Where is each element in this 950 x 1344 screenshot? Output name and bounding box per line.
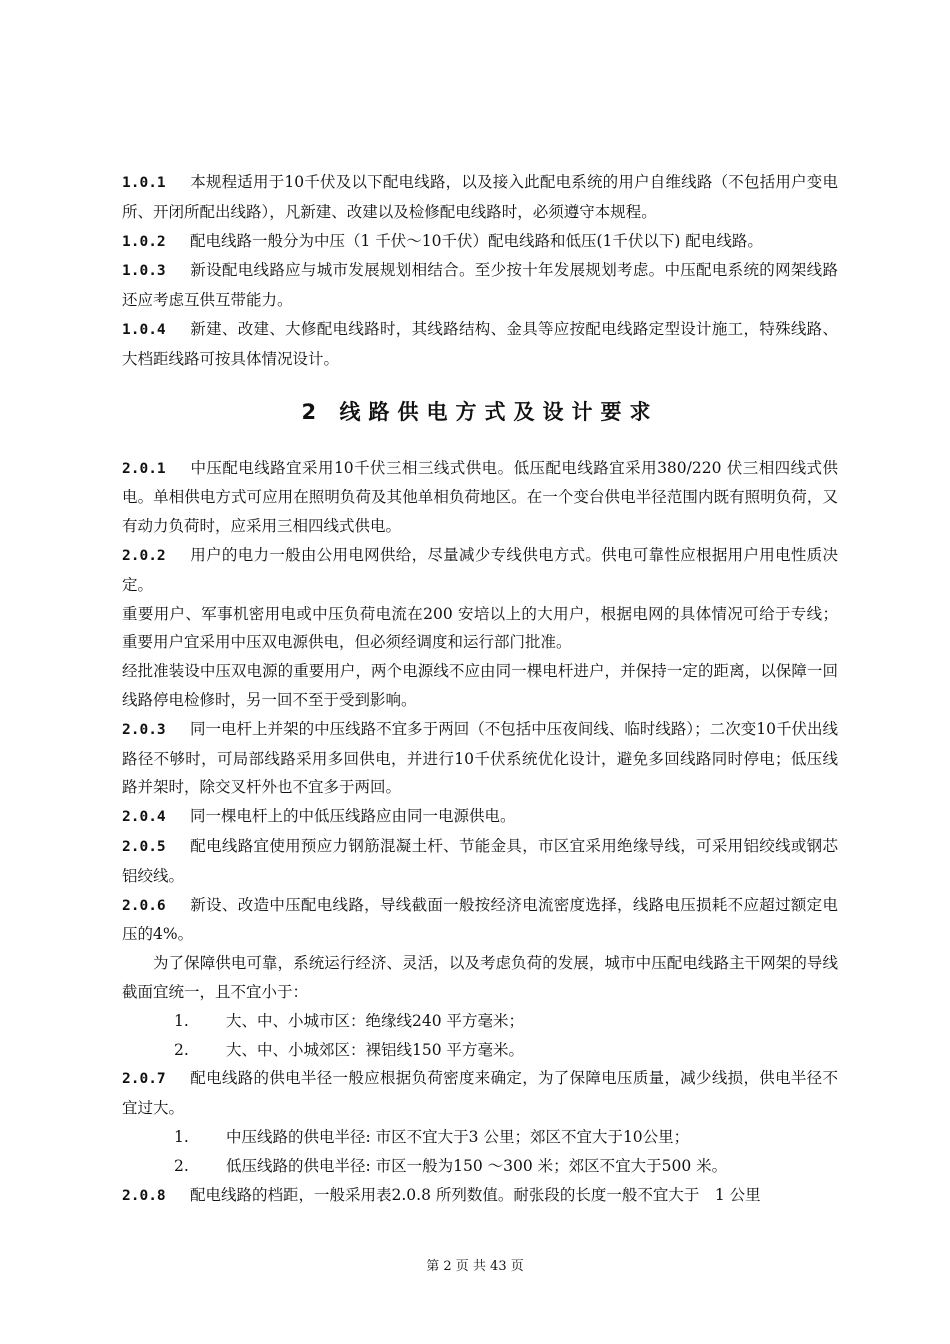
page-footer: 第 2 页 共 43 页 — [426, 1259, 524, 1274]
list-number: 1. — [174, 1127, 189, 1146]
list-text: 大、中、小城市区：绝缘线240 平方毫米； — [226, 1011, 525, 1030]
clause-1-0-3 — [122, 256, 838, 315]
clause-text: 配电线路的供电半径一般应根据负荷密度来确定，为了保障电压质量，减少线损，供电半径不宜过大。 — [122, 1069, 838, 1118]
clause-2-0-8 — [122, 1181, 838, 1211]
list-text: 低压线路的供电半径: 市区一般为150 ～300 米；郊区不宜大于500 米。 — [226, 1156, 728, 1175]
clause-text: 中压配电线路宜采用10千伏三相三线式供电。低压配电线路宜采用380/220 伏三相四线式供电。单相供电方式可应用在照明负荷及其他单相负荷地区。在一个变台供电半径范围内既有照明负荷，又有动力负荷时，应采用三相四线式供电。 — [122, 458, 838, 536]
list-number: 2. — [174, 1040, 189, 1059]
clause-number: 2.0.5 — [122, 838, 166, 855]
clause-2-0-1 — [122, 454, 838, 541]
clause-2-0-2-paragraph-3: 经批准装设中压双电源的重要用户，两个电源线不应由同一棵电杆进户，并保持一定的距离，以保障一回线路停电检修时，另一回不至于受到影响。 — [122, 662, 838, 709]
clause-number: 1.0.2 — [122, 233, 166, 250]
clause-1-0-2 — [122, 227, 838, 257]
clause-number: 2.0.7 — [122, 1071, 166, 1088]
clause-2-0-4 — [122, 802, 838, 832]
clause-2-0-6 — [122, 891, 838, 950]
clause-text: 本规程适用于10千伏及以下配电线路，以及接入此配电系统的用户自维线路（不包括用户变电所、开闭所配出线路），凡新建、改建以及检修配电线路时，必须遵守本规程。 — [122, 173, 838, 221]
clause-2-0-5 — [122, 832, 838, 891]
clause-2-0-6-paragraph-2: 为了保障供电可靠，系统运行经济、灵活，以及考虑负荷的发展，城市中压配电线路主干网架的导线截面宜统一，且不宜小于： — [122, 954, 838, 1001]
clause-2-0-2 — [122, 541, 838, 600]
list-number: 2. — [174, 1156, 189, 1175]
clause-text: 同一电杆上并架的中压线路不宜多于两回（不包括中压夜间线、临时线路）；二次变10千伏出线路径不够时，可局部线路采用多回供电，并进行10千伏系统优化设计，避免多回线路同时停电；低压线路并架时，除交叉杆外也不宜多于两回。 — [122, 719, 838, 797]
section-heading: 2 线路供电方式及设计要求 — [301, 399, 659, 424]
clause-text: 新建、改建、大修配电线路时，其线路结构、金具等应按配电线路定型设计施工，特殊线路、大档距线路可按具体情况设计。 — [122, 319, 838, 368]
clause-1-0-1 — [122, 168, 838, 227]
clause-text: 配电线路宜使用预应力钢筋混凝土杆、节能金具，市区宜采用绝缘导线，可采用铝绞线或钢芯铝绞线。 — [122, 836, 838, 885]
clause-2-0-7 — [122, 1064, 838, 1123]
page-content — [122, 168, 838, 1210]
clause-number: 2.0.3 — [122, 721, 166, 738]
clause-number: 2.0.4 — [122, 809, 166, 826]
clause-2-0-2-paragraph-2: 重要用户、军事机密用电或中压负荷电流在200 安培以上的大用户，根据电网的具体情况可给于专线；重要用户宜采用中压双电源供电，但必须经调度和运行部门批准。 — [122, 604, 838, 652]
clause-text: 配电线路的档距，一般采用表2.0.8 所列数值。耐张段的长度一般不宜大于 1 公里 — [190, 1185, 761, 1204]
clause-number: 1.0.3 — [122, 263, 166, 280]
list-text: 中压线路的供电半径: 市区不宜大于3 公里；郊区不宜大于10公里； — [226, 1127, 690, 1146]
list-item — [122, 1007, 838, 1036]
list-item — [122, 1036, 838, 1065]
clause-number: 1.0.4 — [122, 321, 166, 338]
clause-2-0-3 — [122, 715, 838, 802]
list-text: 大、中、小城郊区：裸铝线150 平方毫米。 — [226, 1040, 525, 1059]
clause-text: 新设、改造中压配电线路，导线截面一般按经济电流密度选择，线路电压损耗不应超过额定电压的4%。 — [122, 895, 838, 944]
clause-number: 1.0.1 — [122, 175, 166, 191]
clause-number: 2.0.6 — [122, 897, 166, 914]
clause-text: 新设配电线路应与城市发展规划相结合。至少按十年发展规划考虑。中压配电系统的网架线路还应考虑互供互带能力。 — [122, 261, 838, 310]
clause-text: 同一棵电杆上的中低压线路应由同一电源供电。 — [190, 807, 516, 826]
clause-text: 用户的电力一般由公用电网供给，尽量减少专线供电方式。供电可靠性应根据用户用电性质决定。 — [122, 545, 838, 594]
clause-number: 2.0.1 — [122, 460, 166, 477]
list-item — [122, 1152, 838, 1181]
clause-text: 配电线路一般分为中压（1 千伏～10千伏）配电线路和低压(1千伏以下) 配电线路。 — [190, 231, 763, 250]
clause-number: 2.0.8 — [122, 1187, 166, 1204]
clause-1-0-4 — [122, 315, 838, 374]
list-item — [122, 1123, 838, 1152]
list-number: 1. — [174, 1011, 189, 1030]
clause-number: 2.0.2 — [122, 547, 166, 564]
